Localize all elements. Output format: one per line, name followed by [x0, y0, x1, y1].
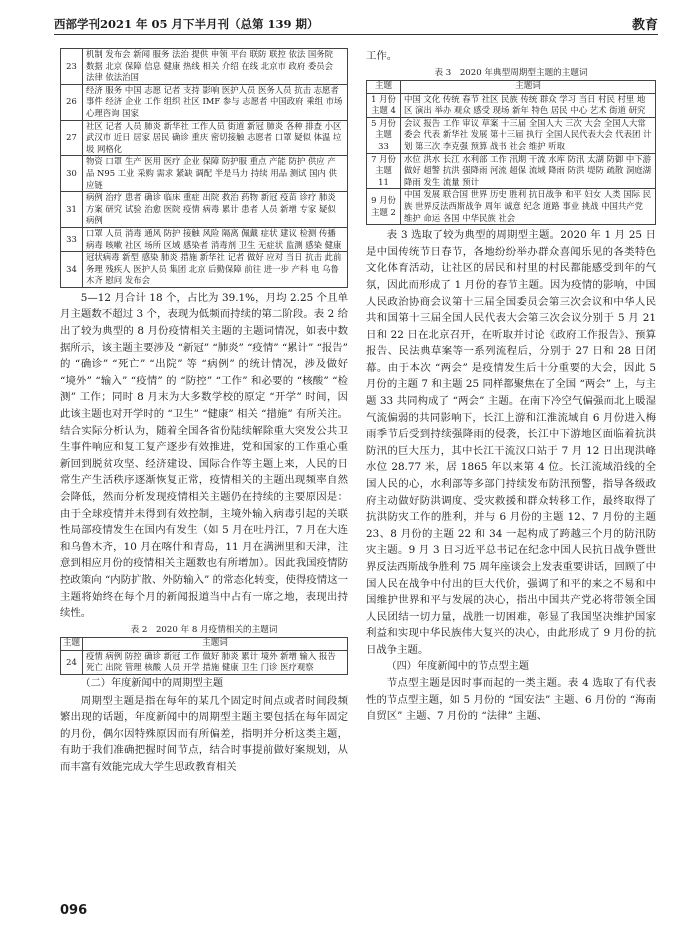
table2	[60, 637, 348, 675]
topic-words: 机制 发布会 新闻 服务 法治 提供 申领 平台 联防 联控 依法 国务院 数据 北京 保障 信息 健康 热线 相关 介绍 在线 北京市 政府 委员会 法律 依法治国	[83, 49, 348, 85]
table2-theme-words: 疫情 病例 防控 确诊 新冠 工作 做好 肺炎 累计 境外 新增 输入 报告 死亡 出院 管理 核酸 人员 开学 措施 健康 卫生 门诊 医疗观察	[83, 650, 348, 674]
topic-number: 31	[61, 192, 83, 228]
topic-table-continued	[60, 48, 348, 288]
table3-head-words: 主题词	[401, 80, 656, 93]
topic-words: 经济 服务 中国 志愿 记者 支持 影响 医护人员 医务人员 抗击 志愿者 事件 经济 企业 工作 组织 社区 IMF 参与 志愿者 中国政府 乘组 市场 心理咨询 国家	[83, 84, 348, 120]
topic-number: 33	[61, 227, 83, 251]
table2-theme-num: 24	[61, 650, 83, 674]
topic-number: 34	[61, 252, 83, 288]
table3	[366, 80, 656, 226]
table3-words: 会议 报告 工作 审议 草案 十三届 全国人大 三次 大会 全国人大常委会 代表 新华社 发展 第十三届 执行 全国人民代表大会 代表团 计划 第三次 李克强 预算 战书 社会 维护 听取	[401, 117, 656, 153]
table2-head-words: 主题词	[83, 637, 348, 650]
left-column	[60, 48, 348, 776]
table2-row	[61, 650, 348, 674]
table3-header	[367, 80, 656, 93]
table3-theme: 1 月份 主题 4	[367, 93, 401, 117]
left-paragraph-2: 周期型主题是指在每年的某几个固定时间点或者时间段频繁出现的话题，年度新闻中的周期型主题主要包括在每年固定的月份，偶尔因特殊原因而有所偏差，指明并分析这类主题，有助于我们准确把握时间节点，结合时事提前做好案规划，从而丰富有效能完成大学生思政教育相关	[60, 694, 348, 773]
topic-words: 口罩 人员 消毒 通风 防护 接触 风险 隔离 佩戴 症状 建议 检测 传播 病毒 咳嗽 社区 场所 区域 感染者 消毒剂 卫生 无症状 监测 感染 健康	[83, 227, 348, 251]
section-label: 教育	[631, 18, 658, 33]
table2-head-theme: 主题	[61, 637, 83, 650]
topic-number: 23	[61, 49, 83, 85]
journal-title: 西部学刊2021 年 05 月下半月刊（总第 139 期）	[54, 17, 319, 31]
table3-row	[367, 117, 656, 153]
topic-words: 病例 治疗 患者 确诊 临床 重症 出院 救治 药物 新冠 疫苗 诊疗 肺炎 方案 研究 试验 治愈 医院 疫情 病毒 累计 患者 人员 新增 专家 疑似病例	[83, 192, 348, 228]
right-paragraph-top: 工作。	[366, 50, 398, 62]
right-column	[366, 48, 656, 725]
topic-table-row	[61, 192, 348, 228]
topic-table-row	[61, 252, 348, 288]
header-rule	[54, 34, 658, 35]
topic-table-row	[61, 156, 348, 192]
table3-words: 水位 洪水 长江 水利部 工作 汛期 干流 水库 防汛 太湖 防御 中下游 做好 超警 抗洪 强降雨 河流 超保 流域 降雨 防洪 堤防 疏散 洞庭湖 降雨 发生 流量 预计	[401, 153, 656, 189]
table2-header	[61, 637, 348, 650]
topic-words: 冠状病毒 新型 感染 肺炎 措施 新华社 记者 做好 应对 当日 抗击 此前 务理 残疾人 医护人员 集团 北京 后勤保障 前往 进一步 产科 电 乌鲁木齐 慰问 发布会	[83, 252, 348, 288]
topic-words: 物资 口罩 生产 医用 医疗 企业 保障 防护服 重点 产能 防护 供应 产品 N95 工业 采购 需求 紧缺 调配 半是马力 持续 用品 测试 国内 供应链	[83, 156, 348, 192]
section-heading-node: （四）年度新闻中的节点型主题	[386, 660, 530, 672]
right-paragraph-2: 节点型主题是因时事而起的一类主题。表 4 选取了有代表性的节点型主题，如 5 月份的 “国安法” 主题、6 月份的 “海南自贸区” 主题、7 月份的 “法律” 主题、	[366, 677, 656, 723]
topic-number: 26	[61, 84, 83, 120]
right-paragraph-1: 表 3 选取了较为典型的周期型主题。2020 年 1 月 25 日是中国传统节日春节，各地纷纷举办群众喜闻乐见的各类特色文化体育活动，让社区的居民和村里的村民都能感受到年的气氛，因此而形成了 1 月份的春节主题。因为疫情的影响，中国人民政治协商会议第十三届全国委员会第三次会议和中华人民共和国第十三届全国人民代表大会第三次会议分别于 5 月 21 日和 22 日在北京召开，在听取并讨论《政府工作报告》、预算报告、民法典草案等一系列流程后，分别于 27 日和 28 日闭幕。由于本次 “两会” 是疫情发生后十分重要的大会，因此 5 月份的主题 7 和主题 25 同样都聚焦在了全国 “两会” 上，与主题 33 共同构成了 “两会” 主题。在南下冷空气偏强而北上暖湿气流偏弱的共同影响下，长江上游和江淮流域自 6 月份进入梅雨季节后受到持续强降雨的侵袭，长江中下游地区面临着抗洪防汛的巨大压力，其中长江干流汉口站于 7 月 12 日出现洪峰水位 28.77 米，居 1865 年以来第 4 位。长江流域沿线的全国人民的心，水利部等多部门持续发布防汛预警，指导各级政府主动做好防洪调度、受灾救援和群众转移工作，最终取得了抗洪防灾工作的胜利，并与 6 月份的主题 12、7 月份的主题 23、8 月份的主题 22 和 34 一起构成了跨越三个月的防汛防灾主题。9 月 3 日习近平总书记在纪念中国人民抗日战争暨世界反法西斯战争胜利 75 周年座谈会上发表重要讲话，回顾了中国人民在战争中付出的巨大代价，强调了和平的来之不易和中国维护世界和平与发展的决心，指出中国共产党必将带领全国人民团结一切力量，战胜一切困难，彰显了我国坚决维护国家利益和实现中华民族伟大复兴的决心，由此形成了 9 月份的抗日战争主题。	[366, 229, 656, 656]
topic-number: 27	[61, 120, 83, 156]
section-heading-periodic: （二）年度新闻中的周期型主题	[80, 677, 224, 689]
topic-table-row	[61, 49, 348, 85]
table3-theme: 5 月份 主题 33	[367, 117, 401, 153]
table3-theme: 7 月份 主题 11	[367, 153, 401, 189]
topic-table-row	[61, 120, 348, 156]
table3-row	[367, 189, 656, 225]
table3-words: 中国 发展 联合国 世界 历史 胜利 抗日战争 和平 妇女 人类 国际 民族 世界反法西斯战争 周年 诚意 纪念 道路 事业 挑战 中国共产党 维护 命运 各国 中华民族 社会	[401, 189, 656, 225]
table3-row	[367, 153, 656, 189]
table2-caption: 表 2 2020 年 8 月疫情相关的主题词	[130, 624, 278, 635]
table3-theme: 9 月份 主题 2	[367, 189, 401, 225]
topic-table-row	[61, 84, 348, 120]
table3-words: 中国 文化 传统 春节 社区 民族 传统 群众 学习 当日 村民 村里 地区 演出 举办 观众 感受 现场 新年 特色 居民 中心 艺术 街道 研究	[401, 93, 656, 117]
left-paragraph-1: 5—12 月合计 18 个，占比为 39.1%，月均 2.25 个且单月主题数不超过 3 个，表现为低频而持续的第二阶段。表 2 给出了较为典型的 8 月份疫情相关主题的主题词情况，如表中数据所示，该主题主要涉及 “新冠” “肺炎” “疫情” “累计” “报告” 的 “确诊” “死亡” “出院” 等 “病例” 的统计情况，涉及做好 “境外” “输入” “疫情” 的 “防控” “工作” 和必要的 “核酸” “检测” 工作；同时 8 月末为大多数学校的原定 “开学” 时间，因此该主题也对开学时的 “卫生” “健康” 相关 “措施” 有所关注。结合实际分析认为，随着全国各省份陆续解除重大突发公共卫生事件响应和复工复产逐步有效推进，党和国家的工作重心重新回到脱贫攻坚、经济建设、国际合作等主题上来，人民的日常生产生活秩序逐渐恢复正常，疫情相关的主题出现频率自然会降低，然而分析发现疫情相关主题仍在持续的主要原因是：由于全球疫情并未得到有效控制，主境外输入病毒引起的关联性局部疫情发生在国内有发生（如 5 月在吐丹江，7 月在大连和乌鲁木齐，10 月在喀什和青岛，11 月在满洲里和天津，注意到相应月份的疫情相关主题数也有所增加）。因此我国疫情防控政策向 “内防扩散、外防输入” 的常态化转变，使得疫情这一主题将始终在每个月的新闻报道当中占有一席之地，表现出持续性。	[60, 291, 348, 620]
topic-number: 30	[61, 156, 83, 192]
table3-head-theme: 主题	[367, 80, 401, 93]
table3-caption: 表 3 2020 年典型周期型主题的主题词	[434, 67, 588, 78]
topic-words: 社区 记者 人员 肺炎 新华社 工作人员 街道 新冠 肺炎 各种 排查 小区 武汉市 近日 居家 居民 确诊 重庆 密切接触 志愿者 口罩 疑似 体温 垃圾 网格化	[83, 120, 348, 156]
page-number: 096	[60, 903, 88, 918]
table3-row	[367, 93, 656, 117]
page-header	[54, 12, 658, 36]
topic-table-row	[61, 227, 348, 251]
